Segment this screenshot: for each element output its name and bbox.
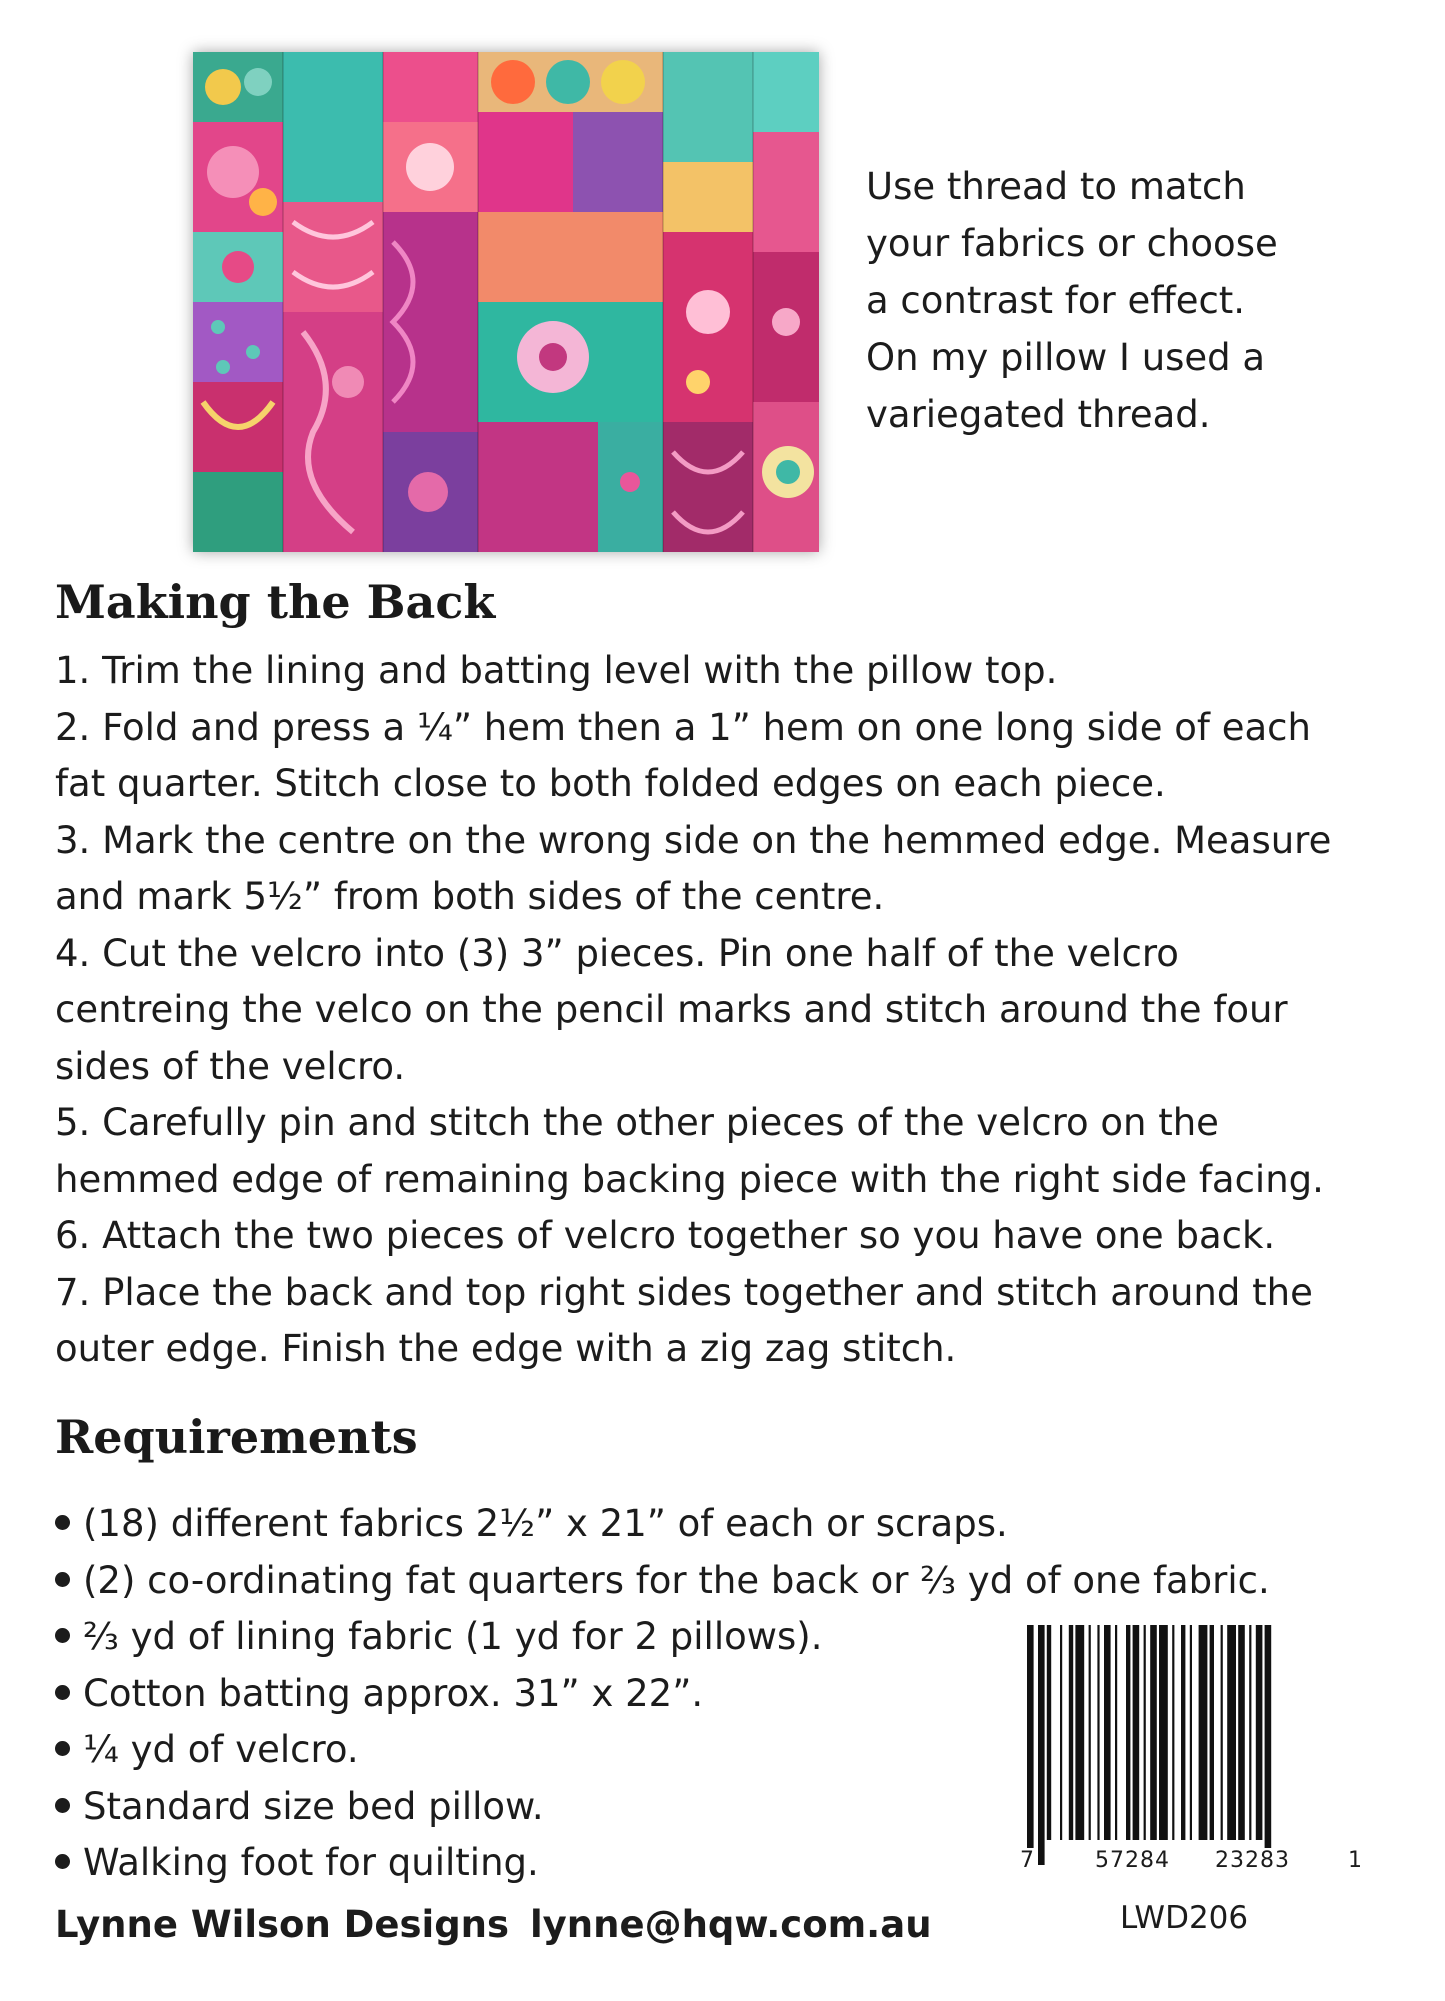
step-line: and mark 5½” from both sides of the centre. <box>55 875 885 918</box>
requirement-text: ¼ yd of velcro. <box>83 1728 359 1771</box>
barcode-bar <box>1097 1625 1099 1840</box>
bullet-icon <box>55 1854 70 1869</box>
barcode-bar <box>1249 1625 1251 1840</box>
step-line: 7. Place the back and top right sides together and stitch around the <box>55 1270 1313 1314</box>
step-item <box>55 1265 1415 1378</box>
barcode-bar <box>1221 1625 1223 1840</box>
barcode-bar <box>1047 1625 1051 1840</box>
barcode-bar <box>1038 1625 1045 1865</box>
barcode-bar <box>1190 1625 1192 1840</box>
thread-note-line: your fabrics or choose <box>866 222 1278 265</box>
step-line: 2. Fold and press a ¼” hem then a 1” hem on one long side of each <box>55 705 1311 749</box>
barcode-bar <box>1060 1625 1062 1840</box>
step-line: hemmed edge of remaining backing piece with the right side facing. <box>55 1157 1324 1201</box>
requirement-text: Walking foot for quilting. <box>83 1841 539 1884</box>
step-line: 3. Mark the centre on the wrong side on the hemmed edge. Measure <box>55 818 1332 862</box>
making-back-steps <box>55 643 1415 1378</box>
thread-note-line: Use thread to match <box>866 165 1246 208</box>
thread-note <box>866 158 1336 443</box>
barcode-bar <box>1256 1625 1263 1840</box>
requirement-item <box>55 1553 1270 1610</box>
thread-note-line: a contrast for effect. <box>866 279 1246 322</box>
barcode-bar <box>1144 1625 1146 1840</box>
barcode-bar <box>1210 1625 1214 1840</box>
barcode-bar <box>1150 1625 1157 1840</box>
pillow-photo <box>193 52 819 552</box>
requirements-heading: Requirements <box>55 1410 418 1464</box>
requirement-text: (18) different fabrics 2½” x 21” of each or scraps. <box>83 1502 1008 1545</box>
requirement-text: Cotton batting approx. 31” x 22”. <box>83 1671 704 1715</box>
bullet-icon <box>55 1798 70 1813</box>
step-item <box>55 813 1415 926</box>
step-line: outer edge. Finish the edge with a zig zag stitch. <box>55 1327 957 1370</box>
barcode-group-right: 23283 <box>1215 1848 1290 1873</box>
step-line: 4. Cut the velcro into (3) 3” pieces. Pin one half of the velcro <box>55 931 1179 975</box>
barcode-bar <box>1069 1625 1073 1840</box>
barcode-bar <box>1181 1625 1185 1840</box>
bullet-icon <box>55 1572 70 1587</box>
thread-note-line: variegated thread. <box>866 393 1211 436</box>
bullet-icon <box>55 1628 70 1643</box>
barcode-bar <box>1027 1625 1034 1865</box>
designer-name: Lynne Wilson Designs <box>55 1903 510 1946</box>
barcode-bar <box>1265 1625 1272 1865</box>
making-back-heading: Making the Back <box>55 575 496 629</box>
bullet-icon <box>55 1515 70 1530</box>
requirement-text: (2) co-ordinating fat quarters for the back or ⅔ yd of one fabric. <box>83 1558 1270 1602</box>
barcode-bar <box>1238 1625 1245 1840</box>
step-line: sides of the velcro. <box>55 1044 406 1088</box>
contact-email: lynne@hqw.com.au <box>530 1903 932 1946</box>
bullet-icon <box>55 1685 70 1700</box>
step-item <box>55 700 1415 813</box>
step-line: 1. Trim the lining and batting level with the pillow top. <box>55 649 1058 692</box>
barcode-bar <box>1089 1625 1091 1840</box>
barcode-bar <box>1227 1625 1236 1840</box>
barcode-bar <box>1133 1625 1140 1840</box>
product-code: LWD206 <box>1120 1900 1249 1936</box>
barcode-bar <box>1115 1625 1117 1840</box>
barcode-bar <box>1199 1625 1208 1840</box>
requirement-text: Standard size bed pillow. <box>83 1784 544 1828</box>
step-item <box>55 926 1415 1096</box>
barcode-digit-last: 1 <box>1348 1848 1363 1873</box>
bullet-icon <box>55 1741 70 1756</box>
barcode <box>1015 1625 1345 1875</box>
thread-note-line: On my pillow I used a <box>866 336 1266 379</box>
barcode-bar <box>1104 1625 1111 1840</box>
requirement-item <box>55 1496 1270 1553</box>
barcode-bar <box>1172 1625 1174 1840</box>
step-line: centreing the velco on the pencil marks and stitch around the four <box>55 988 1288 1031</box>
barcode-bar <box>1126 1625 1130 1840</box>
barcode-group-left: 57284 <box>1095 1848 1170 1873</box>
step-item <box>55 1208 1415 1265</box>
step-line: 6. Attach the two pieces of velcro together so you have one back. <box>55 1214 1276 1257</box>
step-line: 5. Carefully pin and stitch the other pieces of the velcro on the <box>55 1101 1219 1144</box>
barcode-bar <box>1159 1625 1168 1840</box>
step-item <box>55 643 1415 700</box>
barcode-digit-first: 7 <box>1020 1848 1035 1873</box>
step-line: fat quarter. Stitch close to both folded edges on each piece. <box>55 762 1166 805</box>
barcode-bar <box>1075 1625 1084 1840</box>
requirement-text: ⅔ yd of lining fabric (1 yd for 2 pillows). <box>83 1615 823 1658</box>
step-item <box>55 1095 1415 1208</box>
